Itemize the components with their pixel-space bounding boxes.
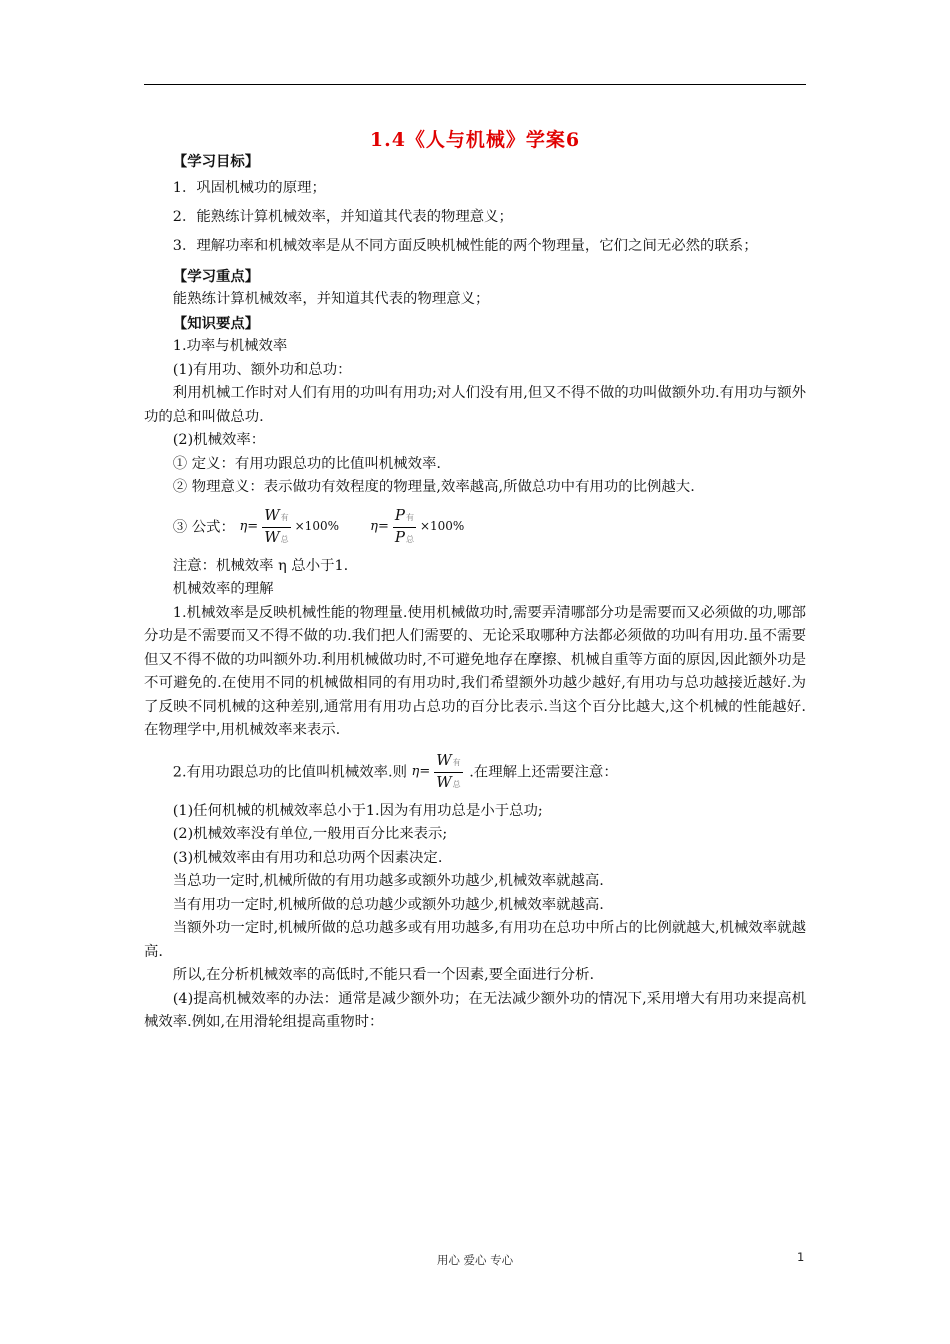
point-3: 利用机械工作时对人们有用的功叫有用功;对人们没有用,但又不得不做的功叫做额外功.有用功与额外功的总和叫做总功. xyxy=(144,385,806,425)
goal-2: 2．能熟练计算机械效率，并知道其代表的物理意义； xyxy=(172,208,513,225)
denominator-symbol: P xyxy=(394,527,405,546)
denominator-subscript: 总 xyxy=(405,534,414,544)
numerator-subscript: 有 xyxy=(452,757,461,767)
document-body xyxy=(144,150,806,1035)
point-2: (1)有用功、额外功和总功： xyxy=(172,361,352,378)
numerator xyxy=(434,751,462,773)
fraction-power xyxy=(393,506,416,549)
numerator xyxy=(262,506,290,528)
goal-3: 3．理解功率和机械效率是从不同方面反映机械性能的两个物理量，它们之间无必然的联系； xyxy=(172,237,758,254)
focus-header: 【学习重点】 xyxy=(172,267,260,285)
note: 注意：机械效率 η 总小于1. xyxy=(172,557,349,574)
understand-9: 所以,在分析机械效率的高低时,不能只看一个因素,要全面进行分析. xyxy=(172,967,595,983)
understand-2-suffix: .在理解上还需要注意： xyxy=(469,764,618,780)
page-title: 1.4《人与机械》学案6 xyxy=(369,129,581,151)
fraction-inline xyxy=(434,751,462,794)
denominator xyxy=(434,773,462,794)
denominator-subscript: 总 xyxy=(452,779,461,789)
goal-1: 1．巩固机械功的原理； xyxy=(172,179,326,196)
point-4: (2)机械效率： xyxy=(172,432,266,448)
denominator-symbol: W xyxy=(264,527,280,546)
fraction-work xyxy=(262,506,290,549)
point-5: ① 定义：有用功跟总功的比值叫机械效率. xyxy=(172,455,441,472)
footer-motto: 用心 爱心 专心 xyxy=(436,1253,514,1267)
efficiency-formula-work xyxy=(240,506,339,549)
understand-10: (4)提高机械效率的办法：通常是减少额外功；在无法减少额外功的情况下,采用增大有用功来提高机械效率.例如,在用滑轮组提高重物时： xyxy=(144,990,806,1030)
denominator-subscript: 总 xyxy=(280,534,289,544)
denominator xyxy=(262,528,290,549)
page-number: 1 xyxy=(797,1250,805,1264)
understand-2 xyxy=(144,751,806,794)
eta-symbol: η= xyxy=(370,519,389,535)
understand-8: 当额外功一定时,机械所做的总功越多或有用功越多,有用功在总功中所占的比例就越大,机械效率就越高. xyxy=(144,920,806,960)
eta-symbol: η= xyxy=(239,519,259,535)
understand-6: 当总功一定时,机械所做的有用功越多或额外功越少,机械效率就越高. xyxy=(172,873,604,889)
goals-header: 【学习目标】 xyxy=(172,153,260,170)
understand-header: 机械效率的理解 xyxy=(172,581,274,597)
formula-prefix: ③ 公式： xyxy=(172,519,235,535)
understand-3: (1)任何机械的机械效率总小于1.因为有用功总是小于总功; xyxy=(172,802,543,819)
formula-line xyxy=(144,506,806,549)
numerator-symbol: W xyxy=(436,750,452,769)
efficiency-formula-inline xyxy=(412,751,465,794)
understand-2-prefix: 2.有用功跟总功的比值叫机械效率.则 xyxy=(172,764,407,780)
numerator-symbol: W xyxy=(264,505,280,524)
efficiency-formula-power xyxy=(370,506,464,549)
focus-text: 能熟练计算机械效率，并知道其代表的物理意义； xyxy=(172,291,490,307)
numerator-subscript: 有 xyxy=(405,512,414,522)
numerator-subscript: 有 xyxy=(280,512,289,522)
denominator xyxy=(393,528,416,549)
point-6: ② 物理意义：表示做功有效程度的物理量,效率越高,所做总功中有用功的比例越大. xyxy=(172,479,695,495)
point-1: 1.功率与机械效率 xyxy=(172,338,288,354)
percent-factor: ×100% xyxy=(419,519,465,534)
understand-5: (3)机械效率由有用功和总功两个因素决定. xyxy=(172,849,443,866)
understand-4: (2)机械效率没有单位,一般用百分比来表示; xyxy=(172,826,448,842)
points-header: 【知识要点】 xyxy=(172,314,260,332)
percent-factor: ×100% xyxy=(294,519,339,534)
header-rule xyxy=(144,84,806,85)
understand-7: 当有用功一定时,机械所做的总功越少或额外功越少,机械效率就越高. xyxy=(172,896,604,913)
denominator-symbol: W xyxy=(436,772,452,791)
understand-1: 1.机械效率是反映机械性能的物理量.使用机械做功时,需要弄清哪部分功是需要而又必须做的功,哪部分功是不需要而又不得不做的功.我们把人们需要的、无论采取哪种方法都必须做的功叫有用功.虽不需要但又不得不做的功叫额外功.利用机械做功时,不可避免地存在摩擦、机械自重等方面的原因,因此额外功是不可避免的.在使用不同的机械做相同的有用功时,我们希望额外功越少越好,有用功与总功越接近越好.为了反映不同机械的这种差别,通常用有用功占总功的百分比表示.当这个百分比越大,这个机械的性能越好.在物理学中,用机械效率来表示. xyxy=(144,604,806,738)
numerator xyxy=(393,506,416,528)
numerator-symbol: P xyxy=(394,505,405,524)
eta-symbol: η= xyxy=(411,764,431,780)
